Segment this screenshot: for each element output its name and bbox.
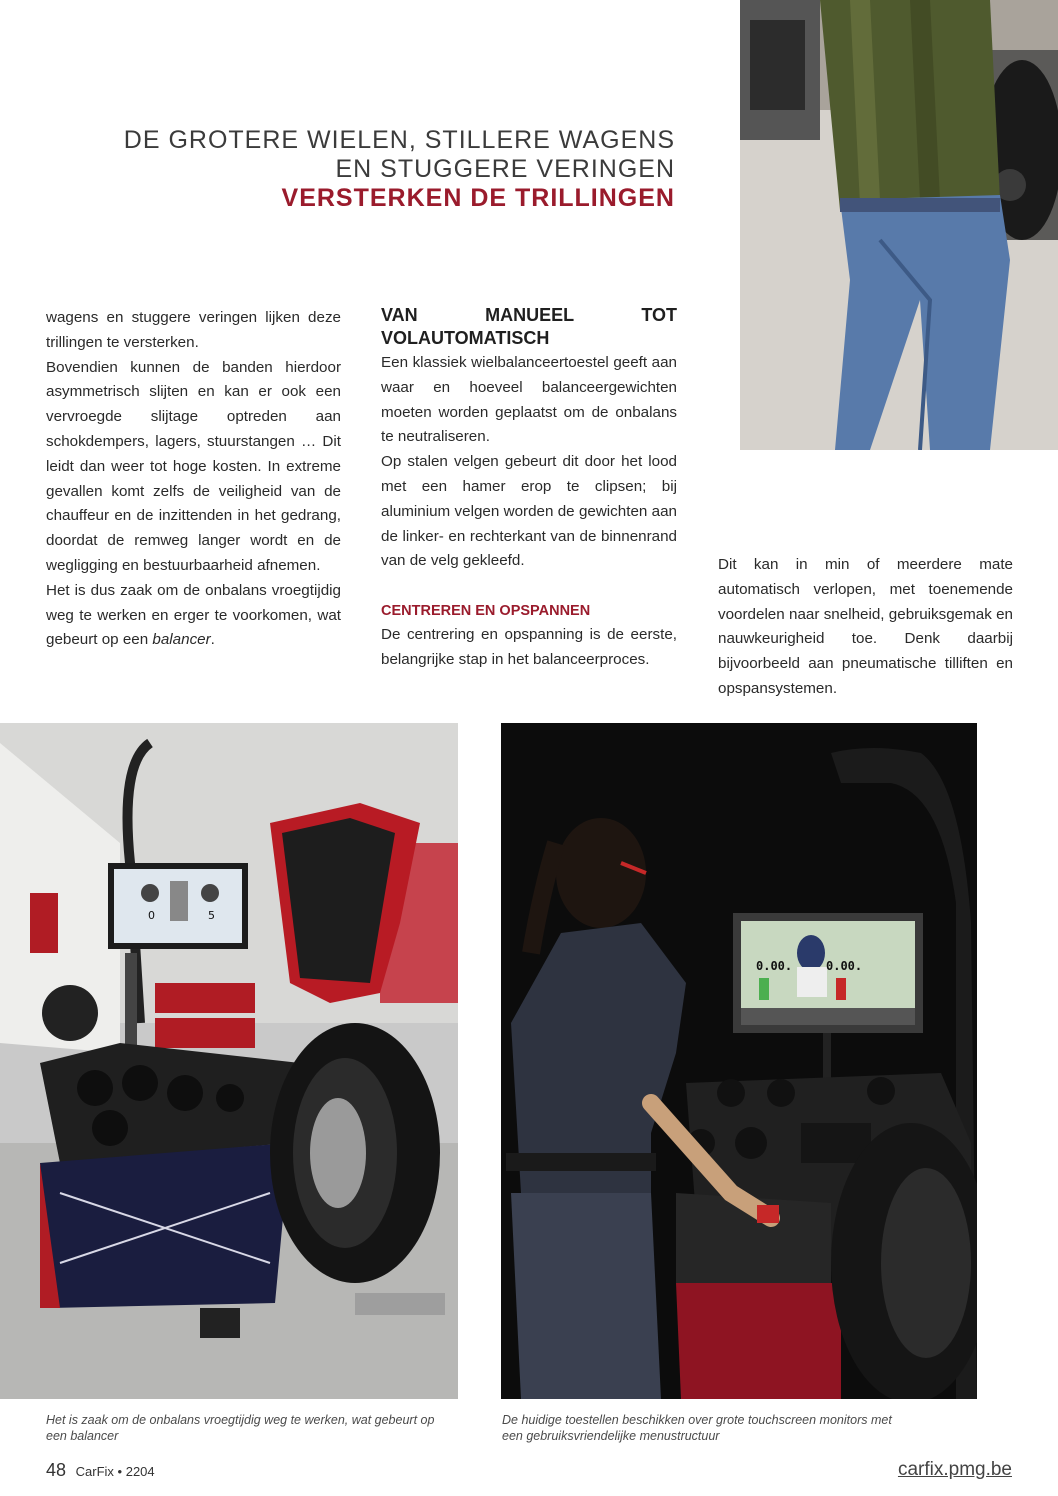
technician-illustration (501, 723, 977, 1399)
pull-quote-line-1: DE GROTERE WIELEN, STILLERE WAGENS (123, 126, 675, 154)
photo-technician-touchscreen (501, 723, 977, 1399)
pull-quote-line-2: EN STUGGERE VERINGEN (335, 155, 675, 183)
paragraph: Op stalen velgen gebeurt dit door het lood met een hamer erop te clipsen; bij aluminium velgen worden de gewichten aan de linker- en rechterkant van de binnenrand van de velg gekleefd. (381, 453, 677, 570)
article-column-3 (718, 553, 1013, 702)
caption-right: De huidige toestellen beschikken over grote touchscreen monitors met een gebruiksvriendelijke menustructuur (502, 1413, 892, 1443)
screen-value-left: 0 (148, 909, 155, 922)
caption-left: Het is zaak om de onbalans vroegtijdig weg te werken, wat gebeurt op een balancer (46, 1413, 435, 1443)
screen-value-right: 5 (208, 909, 215, 922)
subheading: CENTREREN EN OPSPANNEN (381, 603, 591, 620)
magazine-issue: CarFix • 2204 (75, 1464, 155, 1479)
article-column-1 (46, 306, 341, 653)
paragraph: wagens en stuggere veringen lijken deze trillingen te versterken. (46, 309, 341, 351)
italic-term: balancer (152, 631, 211, 649)
paragraph: De centrering en opspanning is de eerste, belangrijke stap in het balanceerproces. (381, 626, 677, 668)
paragraph: Dit kan in min of meerdere mate automatisch verlopen, met toenemende voordelen naar snelheid, gebruiksgemak en nauwkeurigheid toe. Denk daarbij bijvoorbeeld aan pneumatische tilliften en opspansystemen. (718, 556, 1013, 697)
page-number: 48 (46, 1460, 67, 1480)
pull-quote (120, 126, 675, 213)
balancer-illustration (0, 723, 458, 1399)
footer-website-link[interactable]: carfix.pmg.be (897, 1459, 1012, 1480)
paragraph: Een klassiek wielbalanceertoestel geeft aan waar en hoeveel balanceergewichten moeten worden geplaatst om de onbalans te neutraliseren. (381, 354, 677, 446)
section-heading: VAN MANUEEL TOT VOLAUTOMATISCH (381, 305, 677, 348)
top-photo-mechanic (740, 0, 1058, 450)
article-column-2 (381, 304, 677, 673)
top-photo-illustration (740, 0, 1058, 450)
paragraph: Het is dus zaak om de onbalans vroegtijdig weg te werken en erger te voorkomen, wat gebeurt op een balancer. (46, 581, 341, 649)
photo-wheel-balancer-exhibition (0, 723, 458, 1399)
screen-value-left: 0.00. (756, 959, 793, 973)
footer-page-info (46, 1460, 155, 1481)
screen-value-right: 0.00. (826, 959, 863, 973)
pull-quote-highlight: VERSTERKEN DE TRILLINGEN (281, 184, 675, 212)
paragraph: Bovendien kunnen de banden hierdoor asymmetrisch slijten en kan er ook een vervroegde slijtage optreden aan schokdempers, lagers, stuurstangen … Dit leidt dan weer tot hoge kosten. In extreme gevallen komt zelfs de veiligheid van de chauffeur en de inzittenden in het gedrang, doordat de remweg langer wordt en de wegligging en bestuurbaarheid afnemen. (46, 358, 341, 574)
